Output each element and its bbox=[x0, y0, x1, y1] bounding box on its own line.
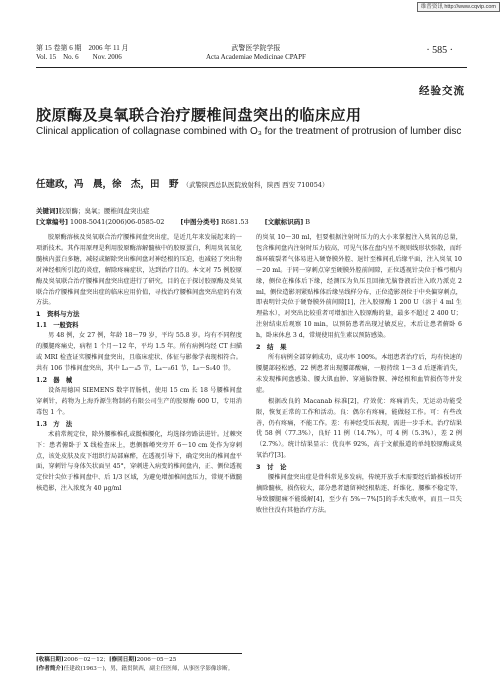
doc-code: B bbox=[305, 218, 311, 226]
journal-name-en: Acta Academiae Medicinae CPAPF bbox=[206, 53, 306, 61]
right-column bbox=[256, 233, 462, 517]
general-data-paragraph: 男 48 例，女 27 例，年龄 18～79 岁，平均 55.8 岁。均有不同程度的腰腿疼痛史，病程 1 个月～12 年，平均 1.5 年。所有病例均经 CT 扫描或 MRI 检查证实腰椎间盘突出，且临床症状、体征与影像学表现相符合。共有 106 节椎间盘突出，其中 L₃～₄5 节，L₄～₅61 节，L₅～S₁40 节。 bbox=[36, 332, 242, 373]
article-title-cn: 胶原酶及臭氧联合治疗腰椎间盘突出的临床应用 bbox=[36, 106, 362, 124]
source-watermark: 维普资讯 http://www.cqvip.com bbox=[417, 2, 500, 12]
author-affiliation: （武警陕西总队医院放射科，陕西 西安 710054） bbox=[182, 181, 329, 189]
doc-number: 1008-5041(2006)06-0585-02 bbox=[70, 218, 165, 226]
page-number: · 585 · bbox=[426, 45, 453, 56]
method-paragraph: 术前常规定位，除外腰椎椎孔或骶椎腰化，均选择旁路法进针。过棘突下：患者俯卧于 X 线检查床上，患侧髂嵴突旁开 6～10 cm 处作为穿刺点，该处皮肤及皮下组织行局部麻醉，在透视引导下，确定突出的椎间盘平面，穿刺针与身体矢状面呈 45°，穿刺进入病变的椎间盘内，正、侧位透视定位针尖位于椎间盘中、后 1/3 区域，为避免增加椎间盘压力，常规不做髓核造影，注入浓度为 40 μg/ml bbox=[36, 430, 242, 493]
keywords-label: 关键词] bbox=[36, 207, 59, 215]
heading-results: 2 结 果 bbox=[256, 343, 287, 352]
journal-header bbox=[36, 44, 467, 66]
author-bio: 任建政(1963－)，男，籍贯陕西，副主任医师，从事医学影像诊断。 bbox=[63, 665, 234, 672]
footnote-dates bbox=[36, 656, 242, 665]
keywords-value: 胶原酶；臭氧；腰椎间盘突出症 bbox=[58, 207, 150, 215]
section-title: 经验交流 bbox=[419, 85, 465, 97]
footnote bbox=[36, 656, 242, 673]
heading-general-data: 1.1 一般资料 bbox=[36, 322, 79, 330]
received-label: [收稿日期] bbox=[36, 657, 64, 663]
heading-method: 1.3 方 法 bbox=[36, 420, 73, 428]
clc-label: [中图分类号] bbox=[180, 218, 219, 226]
results-paragraph-1: 所有病例全部穿刺成功，成功率 100%。本组患者治疗后，均有快速的腰腿部轻松感，22 例患者出现腰部酸痛，一般持续 1～3 d 后逐渐消失，未发现椎间盘感染、腰大肌血肿、穿通脑脊膜、神经根和血管损伤等并发症。 bbox=[256, 354, 462, 394]
header-divider bbox=[36, 67, 467, 68]
footnote-divider bbox=[36, 653, 242, 654]
heading-equipment: 1.2 器 械 bbox=[36, 376, 73, 384]
footnote-author bbox=[36, 665, 242, 674]
revised-label: [修回日期] bbox=[108, 657, 137, 663]
method-continued-paragraph: 的臭氧 10～30 ml，但要根据注射时压力的大小来掌握注入臭氧的总量，包含椎间盘内注射时压力较高，可见气体在盘内呈不规则线形状弥散，而纤维环破裂者气体易进入硬脊膜外腔、退针至椎间孔后缘平面，注入臭氧 10～20 ml。于同一穿刺点穿至硬膜外腔前间隙，正位透视针尖位于椎弓根内缘，侧位在椎体后下缘，经测压为负压且回抽无脑脊液后注入欧乃派克 2 ml，侧位造影剂紧贴椎体后缘呈线样分布，正位造影剂位于中央偏穿刺点，即表明针尖位于硬脊膜外前间隙[1]，注入胶原酶 1 200 U（溶于 4 ml 生理盐水），对突出比较重者可增加注入胶原酶的量，最多不超过 2 400 U；注射结束后观察 10 min，以预防患者出现过敏反应，术后让患者俯卧 6 h，卧床休息 3 d，常规使用抗生素以预防感染。 bbox=[256, 234, 462, 340]
classification-line bbox=[36, 218, 310, 227]
heading-discussion: 3 讨 论 bbox=[256, 463, 287, 472]
keywords-line bbox=[36, 207, 149, 216]
heading-materials-methods: 1 资料与方法 bbox=[36, 310, 80, 319]
journal-name bbox=[206, 44, 306, 62]
revised-date: 2006－05－25 bbox=[136, 657, 177, 663]
doc-code-label: [文献标识码] bbox=[264, 218, 304, 226]
discussion-paragraph: 腰椎间盘突出症是骨科常见多发病，传统开放手术需要经后路推板切开摘除髓核，损伤较大，部分患者遗留神经根粘连、纤维化、腰椎不稳定等，导致腰腿痛不能缓解[4]，至少有 5%～7%[5]的手术失败率，而且一旦失败往往没有其他治疗方法。 bbox=[256, 474, 462, 514]
article-title-en: Clinical application of collagnase combined with O₃ for the treatment of protrusion of lumber disc bbox=[36, 126, 462, 137]
results-paragraph-2: 根据改良的 Macanab 标准[2]，疗效优：疼痛消失，无运动功能受限，恢复正常的工作和活动。良：偶尔有疼痛，能做轻工作。可：有些改善，仍有疼痛，不能工作。差：有神经受压表现，需进一步手术。治疗结果优 58 例（77.3%），良好 11 例（14.7%），可 4 例（5.3%），差 2 例（2.7%）。统计结果显示：优良率 92%，高于文献报道的单纯胶原酶或臭氧治疗[3]。 bbox=[256, 397, 462, 460]
author-names: 任建政，冯 晨，徐 杰，田 野 bbox=[36, 179, 179, 190]
journal-name-cn: 武警医学院学报 bbox=[231, 44, 281, 52]
author-bio-label: [作者简介] bbox=[36, 665, 64, 672]
volume-en: Vol. 15 No. 6 Nov. 2006 bbox=[36, 53, 122, 61]
volume-cn: 第 15 卷第 6 期 2006 年 11 月 bbox=[36, 44, 129, 52]
equipment-paragraph: 设备用德国 SIEMENS 数字胃肠机，使用 15 cm 长 18 号腰椎间盘穿刺针，药物为上海乔源生物制药有限公司生产的胶原酶 600 U，专用消毒包 1 个。 bbox=[36, 386, 242, 416]
author-line bbox=[36, 176, 328, 190]
clc-number: R681.53 bbox=[221, 218, 249, 226]
doc-number-label: [文章编号] bbox=[36, 218, 68, 226]
left-column bbox=[36, 233, 242, 495]
received-date: 2006－02－12； bbox=[63, 657, 109, 663]
volume-info bbox=[36, 44, 129, 62]
intro-paragraph: 胶原酶溶核及臭氧联合治疗腰椎间盘突出症，是近几年来发展起来的一项新技术。其作用原理是利用胶原酶溶解髓核中的胶原蛋白，利用臭氧氧化髓核内蛋白多糖，减轻或解除突出椎间盘对神经根的压迫，也减轻了突出物对神经根所引起的炎症，解除疼痛症状，达到治疗目的。本文对 75 例胶原酶及臭氧联合治疗腰椎间盘突出症进行了研究，目的在于探讨胶原酶及臭氧联合治疗腰椎间盘突出症的临床应用价值，寻找治疗腰椎间盘突出症的有效方法。 bbox=[36, 234, 242, 307]
